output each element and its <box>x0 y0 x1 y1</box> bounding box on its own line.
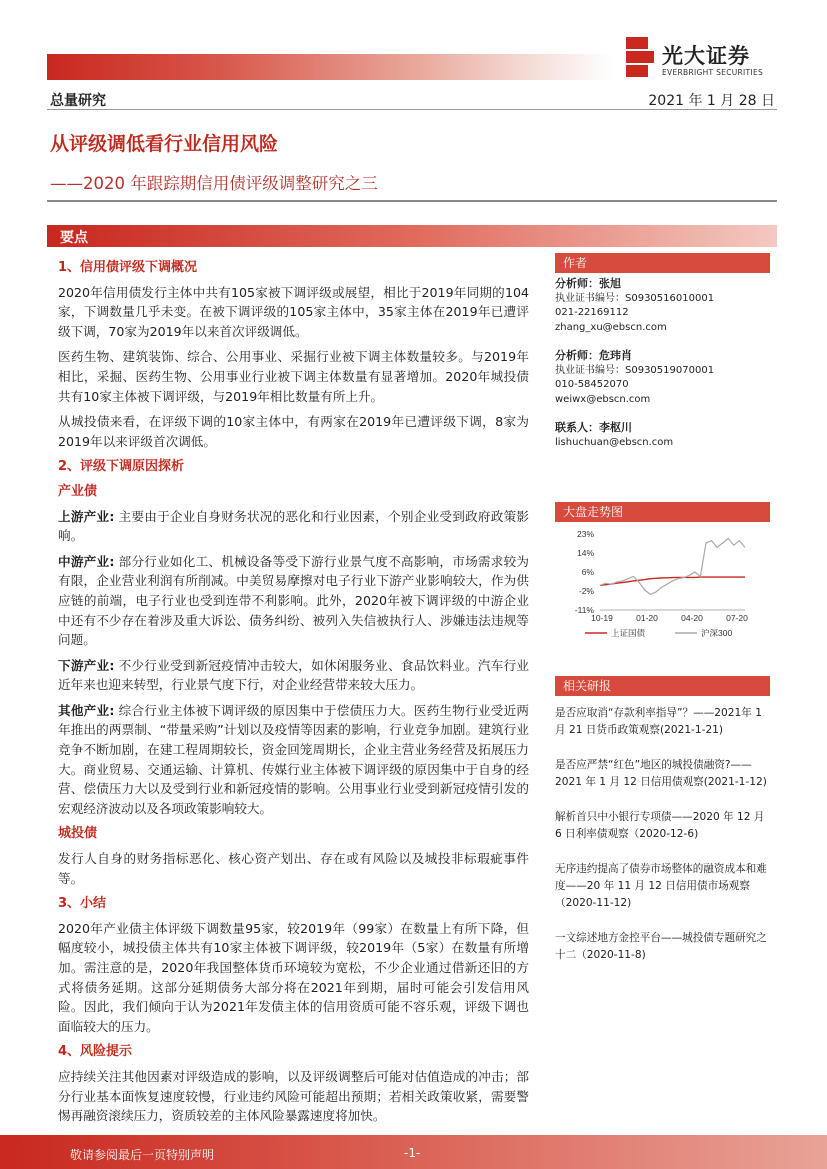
report-category: 总量研究 <box>50 93 106 109</box>
subsection-heading: 城投债 <box>58 826 98 842</box>
label: 其他产业: <box>58 702 115 718</box>
section-heading: 2、评级下调原因探析 <box>58 459 185 475</box>
related-reports-panel <box>555 676 770 964</box>
section-heading: 1、信用债评级下调概况 <box>58 260 198 275</box>
author-email[interactable]: weiwx@ebscn.com <box>555 393 651 405</box>
author-email[interactable]: zhang_xu@ebscn.com <box>555 321 667 333</box>
main-content <box>58 258 529 1132</box>
report-date: 2021 年 1 月 28 日 <box>648 93 775 109</box>
paragraph: 2020年产业债主体评级下调数量95家，较2019年（99家）在数量上有所下降，但幅度较小，城投债主体共有10家主体被下调评级，较2019年（5家）在数量有所增加。需注意的是，2020年我国整体货币环境较为宽松，不少企业通过借新还旧的方式将债务延期。这部分延期债务大部分将在2021年到期，届时可能会引发信用风险。因此，我们倾向于认为2021年发债主体的信用资质可能不容乐观，评级下调也面临较大的压力。 <box>58 920 529 1034</box>
label: 中游产业: <box>58 553 115 569</box>
related-reports-header: 相关研报 <box>555 676 770 696</box>
everbright-logo-icon <box>626 37 656 77</box>
paragraph: 从城投债来看，在评级下调的10家主体中，有两家在2019年已遭评级下调，8家为2019年以来评级首次调低。 <box>58 414 529 449</box>
authors-header: 作者 <box>555 253 770 273</box>
paragraph: 上游产业: 主要由于企业自身财务状况的恶化和行业因素，个别企业受到政府政策影响。 <box>58 508 529 544</box>
author-block: 分析师：危玮肖 执业证书编号：S0930519070001 010-58452070 weiwx@ebscn.com <box>555 349 770 407</box>
paragraph: 应持续关注其他因素对评级造成的影响，以及评级调整后可能对估值造成的冲击；部分行业基本面恢复速度较慢，行业违约风险可能超出预期；若相关政策收紧，需要警惕再融资滚续压力，资质较差的主体风险暴露速度将加快。 <box>58 1068 529 1124</box>
keypoints-label: 要点 <box>60 230 88 246</box>
related-report-item[interactable]: 是否应取消“存款利率指导”？——2021年 1 月 21 日货币政策观察(2021-1-21) <box>555 707 762 736</box>
paragraph: 发行人自身的财务指标恶化、核心资产划出、存在或有风险以及城投非标瑕疵事件等。 <box>58 851 529 886</box>
page-number: -1- <box>404 1146 421 1160</box>
series-line <box>600 539 745 595</box>
x-tick-label: 04-20 <box>681 613 703 623</box>
x-tick-label: 10-19 <box>591 613 613 623</box>
disclaimer-note: 敬请参阅最后一页特别声明 <box>70 1148 215 1162</box>
related-report-item[interactable]: 无序违约提高了债券市场整体的融资成本和难度——20 年 11 月 12 日信用债市场观察（2020-11-12) <box>555 863 767 909</box>
report-subtitle: ——2020 年跟踪期信用债评级调整研究之三 <box>50 174 378 193</box>
y-tick-label: 14% <box>576 548 594 558</box>
paragraph: 2020年信用债发行主体中共有105家被下调评级或展望，相比于2019年同期的104家，下调数量几乎未变。在被下调评级的105家主体中，35家主体在2019年已遭评级下调，70家为2019年以来首次评级调低。 <box>58 284 529 339</box>
legend-label: 上证国债 <box>611 628 646 638</box>
section-heading: 4、风险提示 <box>58 1044 133 1060</box>
related-report-item[interactable]: 解析首只中小银行专项债——2020 年 12 月6 日利率债观察（2020-12-6) <box>555 811 765 840</box>
paragraph: 其他产业: 综合行业主体被下调评级的原因集中于偿债压力大。医药生物行业受近两年推出的两票制、“带量采购”计划以及疫情等因素的影响，行业竞争加剧。建筑行业竞争不断加剧，在建工程周期较长，资金回笼周期长，企业主营业务经营及拓展压力大。商业贸易、交通运输、计算机、传媒行业主体被下调评级的原因集中于自身的经营、偿债压力大以及受到行业和新冠疫情的影响。公用事业行业受到新冠疫情引发的宏观经济波动以及各项政策影响较大。 <box>58 702 529 816</box>
market-chart-panel <box>555 502 770 651</box>
market-chart-header: 大盘走势图 <box>555 502 770 522</box>
market-trend-chart <box>555 526 770 651</box>
header-banner <box>47 54 614 80</box>
subsection-heading: 产业债 <box>58 483 98 499</box>
related-report-item[interactable]: 是否应严禁“红色”地区的城投债融资?——2021 年 1 月 12 日信用债观察(2021-1-12) <box>555 759 767 788</box>
y-tick-label: -11% <box>574 605 594 615</box>
related-report-item[interactable]: 一文综述地方金控平台——城投债专题研究之十二（2020-11-8) <box>555 932 767 961</box>
author-block: 分析师：张旭 执业证书编号：S0930516010001 021-22169112 zhang_xu@ebscn.com <box>555 277 770 335</box>
paragraph: 中游产业: 部分行业如化工、机械设备等受下游行业景气度不高影响，市场需求较为有限，企业营业利润有所削减。中美贸易摩擦对电子行业下游产业影响较大，作为供应链的前端，电子行业也受到连带不利影响。此外，2020年被下调评级的中游企业中还有不少存在着涉及重大诉讼、债务纠纷、被列入失信被执行人、涉嫌违法违规等问题。 <box>58 553 529 648</box>
brand-name: 光大证券 <box>662 44 750 68</box>
contact-block: 联系人：李枢川 lishuchuan@ebscn.com <box>555 421 770 450</box>
report-title: 从评级调低看行业信用风险 <box>50 133 279 155</box>
section-heading: 3、小结 <box>58 896 107 912</box>
label: 下游产业: <box>58 657 115 673</box>
y-tick-label: 6% <box>581 567 594 577</box>
authors-panel <box>555 253 770 450</box>
x-tick-label: 07-20 <box>726 613 748 623</box>
y-tick-label: 23% <box>576 529 594 539</box>
paragraph: 医药生物、建筑装饰、综合、公用事业、采掘行业被下调主体数量较多。与2019年相比，采掘、医药生物、公用事业行业被下调主体数量有显著增加。2020年城投债共有10家主体被下调评级，与2019年相比数量有所上升。 <box>58 349 529 404</box>
divider <box>47 200 777 202</box>
brand-name-en: EVERBRIGHT SECURITIES <box>662 68 764 77</box>
paragraph: 下游产业: 不少行业受到新冠疫情冲击较大，如休闲服务业、食品饮料业。汽车行业近年来也迎来转型，行业景气度下行，对企业经营带来较大压力。 <box>58 657 529 693</box>
legend-label: 沪深300 <box>701 628 733 638</box>
y-tick-label: -2% <box>578 586 594 596</box>
label: 上游产业: <box>58 508 115 524</box>
keypoints-header <box>47 225 777 247</box>
x-tick-label: 01-20 <box>636 613 658 623</box>
contact-email[interactable]: lishuchuan@ebscn.com <box>555 436 674 448</box>
footer-bar <box>0 1135 827 1169</box>
divider <box>47 109 777 110</box>
